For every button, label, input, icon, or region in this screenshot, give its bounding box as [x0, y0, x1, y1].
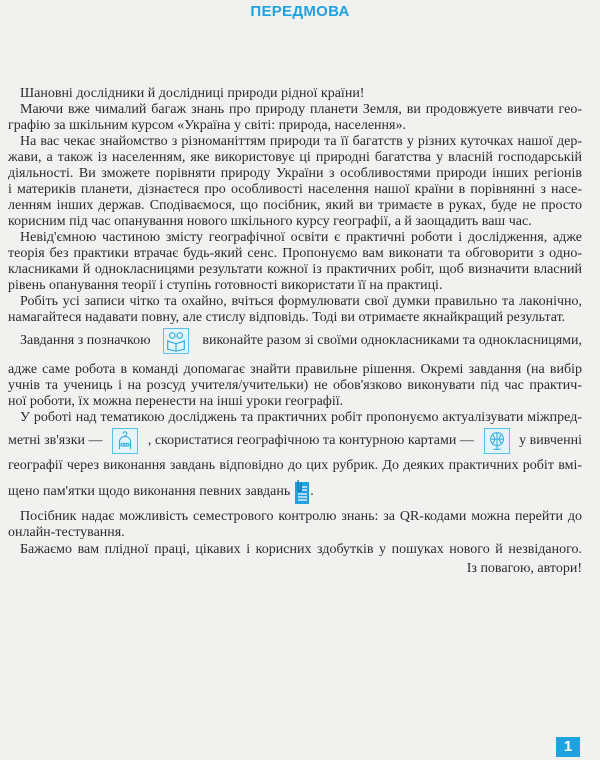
text-line: теорія без практики втрачає будь-який сенс. Пропонуємо вам виконати та обговорити з одно- [8, 246, 582, 261]
text-line: У роботі над тематикою досліджень та практичних робіт пропонуємо актуалізувати міжпред- [20, 410, 582, 425]
text-line: Робіть усі записи чітко та охайно, вчіться формулювати свої думки правильно та лаконічно, [20, 294, 582, 309]
text-segment: у вивченні [519, 433, 582, 448]
text-segment: . [310, 484, 314, 499]
page-title: ПЕРЕДМОВА [250, 3, 350, 20]
text-line: ленням інших держав. Сподіваємося, що посібник, який ви тримаєте в руках, буде не просто [8, 198, 582, 213]
text-line: Маючи вже чималий багаж знань про природу планети Земля, ви продовжуете вивчати гео- [20, 102, 582, 117]
text-line: жави, а також із населенням, яке використовує ці природні багатства у власній господарській [8, 150, 582, 165]
text-line: онлайн-тестування. [8, 525, 125, 540]
text-line: Бажаємо вам плідної праці, цікавих і корисних здобутків у пошуках нового й незвіданого. [20, 542, 582, 557]
text-line: Шановні дослідники й дослідниці природи рідної країни! [20, 86, 365, 101]
memo-icon [294, 479, 310, 505]
text-line: географії через виконання завдань відповідно до цих рубрик. До деяких практичних робіт вмі- [8, 458, 582, 473]
text-segment: виконайте разом зі своїми однокласниками та однокласницями, [202, 333, 582, 348]
text-segment: щено пам'ятки щодо виконання певних завдань [8, 484, 291, 499]
text-line: діяльності. Ви зможете порівняти природу України з особливостями природи інших регіонів [8, 166, 582, 181]
interdisciplinary-head-icon [112, 428, 138, 454]
text-line: Невід'ємною частиною змісту географічної освіти є практичні роботи і дослідження, адже [20, 230, 582, 245]
text-line: адже саме робота в команді допомагає знайти правильне рішення. Окремі завдання (на вибір [8, 362, 582, 377]
text-line: графію за шкільним курсом «Україна у світі: природа, населення». [8, 118, 406, 133]
text-line-links-icons [8, 426, 582, 456]
globe-icon [484, 428, 510, 454]
text-line: рівень опанування теорії і ступінь готовності використати її на практиці. [8, 278, 443, 293]
text-segment: Завдання з позначкою [20, 333, 151, 348]
text-line: намагайтеся надавати повну, але стислу відповідь. Тоді ви отримаєте якнайкращий результат. [8, 310, 566, 325]
text-line: класниками й однокласницями результати кожної із практичних робіт, щоб визначити власний [8, 262, 582, 277]
text-line: Посібник надає можливість семестрового контролю знань: за QR-кодами можна перейти до [20, 509, 582, 524]
text-line-group-icon [20, 326, 582, 356]
group-reading-icon [163, 328, 189, 354]
signature: Із повагою, автори! [466, 561, 582, 576]
text-line: учнів та учениць і на розсуд учителя/учительки) не обов'язково виконувати під час практич- [8, 378, 582, 393]
text-line: і материків планети, дізнаєтеся про особливості населення нашої країни в порівнянні з насе- [8, 182, 582, 197]
text-line: На вас чекає знайомство з різноманіттям природи та її багатств у різних куточках нашої дер- [20, 134, 582, 149]
text-line: ної роботи, їх можна перенести на інші уроки географії. [8, 394, 344, 409]
text-segment: , скористатися географічною та контурною картами — [147, 433, 474, 448]
text-line-memo-icon [8, 478, 582, 506]
text-segment: метні зв'язки — [8, 433, 103, 448]
text-line: корисним під час опанування нового шкільного курсу географії, а й заощадить ваш час. [8, 214, 532, 229]
page-number: 1 [556, 737, 580, 757]
